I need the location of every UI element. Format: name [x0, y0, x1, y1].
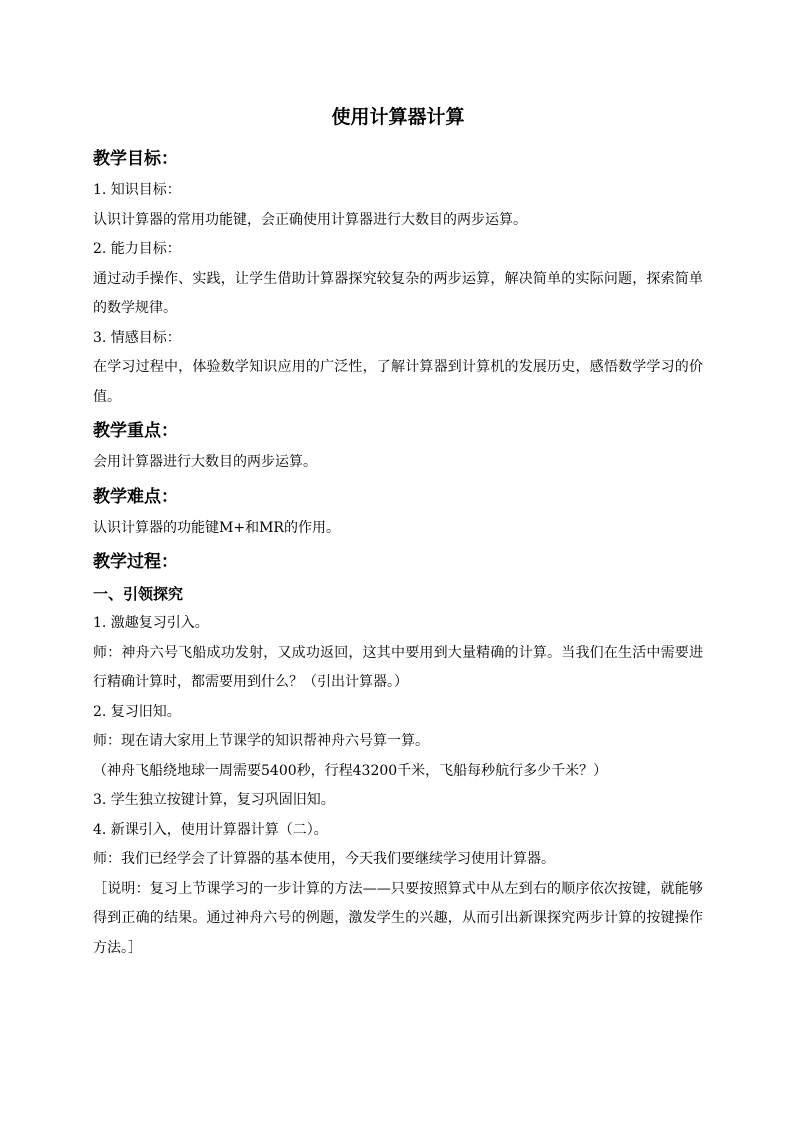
- objective-3-label: 3. 情感目标：: [93, 329, 181, 346]
- objective-2-label: 2. 能力目标：: [93, 241, 181, 257]
- objective-1-text: 认识计算器的常用功能键，会正确使用计算器进行大数目的两步运算。: [93, 211, 527, 228]
- difficulty-heading: 教学难点：: [93, 486, 178, 507]
- objective-2-text: 通过动手操作、实践，让学生借助计算器探究较复杂的两步运算，解决简单的实际问题，探索简单的数学规律。: [93, 270, 703, 316]
- process-line: 2. 复习旧知。: [93, 703, 181, 720]
- objectives-heading: 教学目标：: [93, 149, 178, 169]
- section-1-heading: 一、引领探究: [93, 585, 184, 603]
- process-line: 3. 学生独立按键计算，复习巩固旧知。: [93, 792, 335, 808]
- process-line: 1. 激趣复习引入。: [93, 615, 209, 631]
- document-title: 使用计算器计算: [331, 106, 465, 128]
- process-line: 师：神舟六号飞船成功发射，又成功返回，这其中要用到大量精确的计算。当我们在生活中需要进行精确计算时，都需要用到什么？（引出计算器。）: [93, 644, 703, 690]
- process-heading: 教学过程：: [93, 552, 178, 572]
- document-page: [93, 100, 703, 963]
- difficulty-text: 认识计算器的功能键M+和MR的作用。: [93, 519, 340, 536]
- process-note: ［说明：复习上节课学习的一步计算的方法——只要按照算式中从左到右的顺序依次按键，就能够得到正确的结果。通过神舟六号的例题，激发学生的兴趣，从而引出新课探究两步计算的按键操作方法。］: [93, 880, 703, 956]
- process-line: 4. 新课引入，使用计算器计算（二）。: [93, 821, 328, 838]
- objective-3-text: 在学习过程中，体验数学知识应用的广泛性，了解计算器到计算机的发展历史，感悟数学学习的价值。: [93, 359, 703, 405]
- process-line: 师：我们已经学会了计算器的基本使用，今天我们要继续学习使用计算器。: [93, 851, 555, 867]
- process-line: （神舟飞船绕地球一周需要5400秒，行程43200千米，飞船每秒航行多少千米？）: [93, 762, 608, 779]
- key-point-text: 会用计算器进行大数目的两步运算。: [93, 454, 317, 470]
- process-line: 师：现在请大家用上节课学的知识帮神舟六号算一算。: [93, 733, 429, 749]
- objective-1-label: 1. 知识目标：: [93, 182, 181, 198]
- key-point-heading: 教学重点：: [93, 421, 178, 441]
